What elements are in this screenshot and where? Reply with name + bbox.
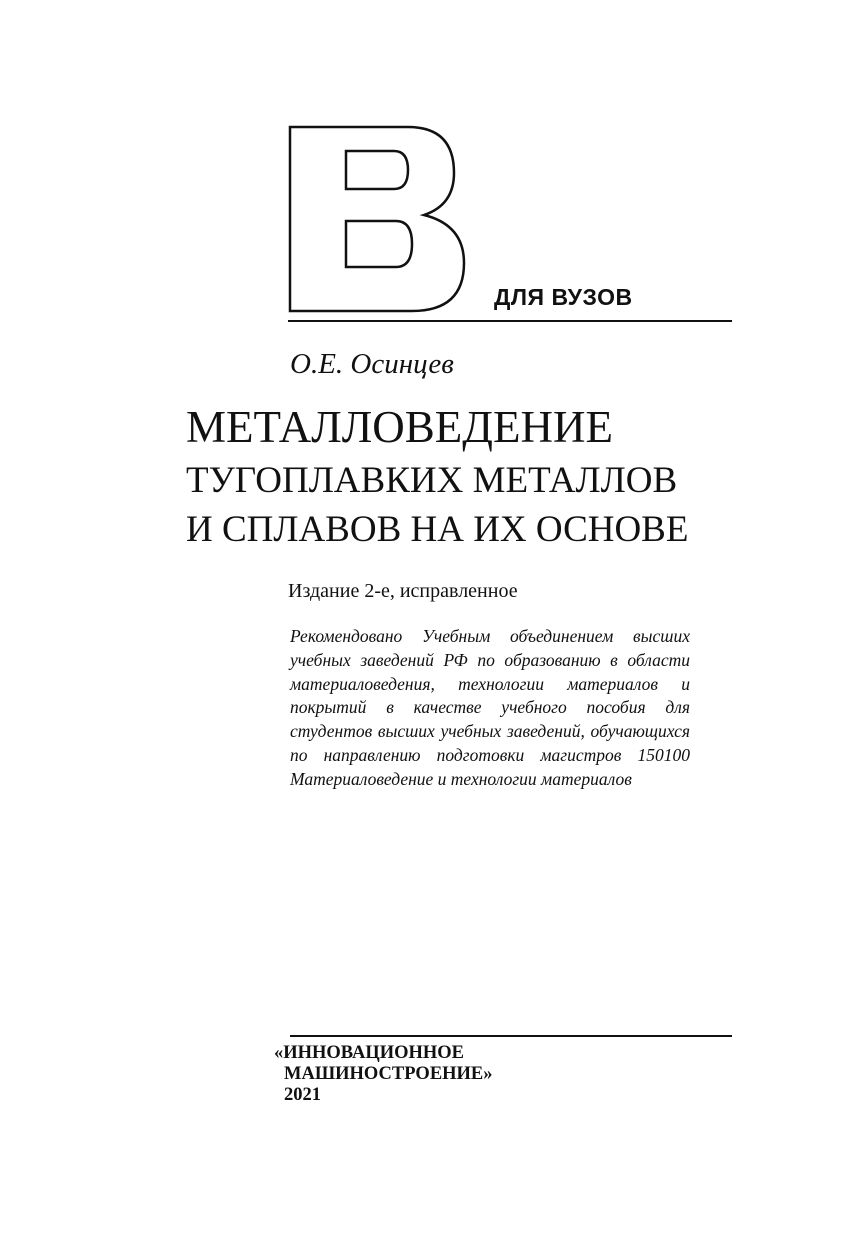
book-title-line-1: МЕТАЛЛОВЕДЕНИЕ <box>186 402 613 452</box>
bottom-divider <box>290 1035 732 1037</box>
series-letter-outline <box>288 125 468 313</box>
publisher-block <box>274 1043 493 1106</box>
publisher-name-line-1: «ИННОВАЦИОННОЕ <box>274 1043 465 1063</box>
book-title-line-2: ТУГОПЛАВКИХ МЕТАЛЛОВ <box>186 460 678 501</box>
publisher-name-line-2: МАШИНОСТРОЕНИЕ» <box>284 1064 493 1084</box>
edition-note: Издание 2-е, исправленное <box>288 580 518 602</box>
author-name: О.Е. Осинцев <box>290 348 454 380</box>
book-title-line-3: И СПЛАВОВ НА ИХ ОСНОВЕ <box>186 509 689 550</box>
publication-year: 2021 <box>284 1085 321 1105</box>
series-logo <box>288 125 468 313</box>
recommendation-text: Рекомендовано Учебным объединением высших учебных заведений РФ по образованию в области материаловедения, технологии материалов и покрытий в качестве учебного пособия для студентов высших учебных заведений, обучающихся по направлению подготовки магистров 150100 Материаловедение и технологии материалов <box>290 626 690 789</box>
top-divider <box>288 320 732 322</box>
series-label: ДЛЯ ВУЗОВ <box>494 284 633 310</box>
book-title <box>186 398 689 554</box>
